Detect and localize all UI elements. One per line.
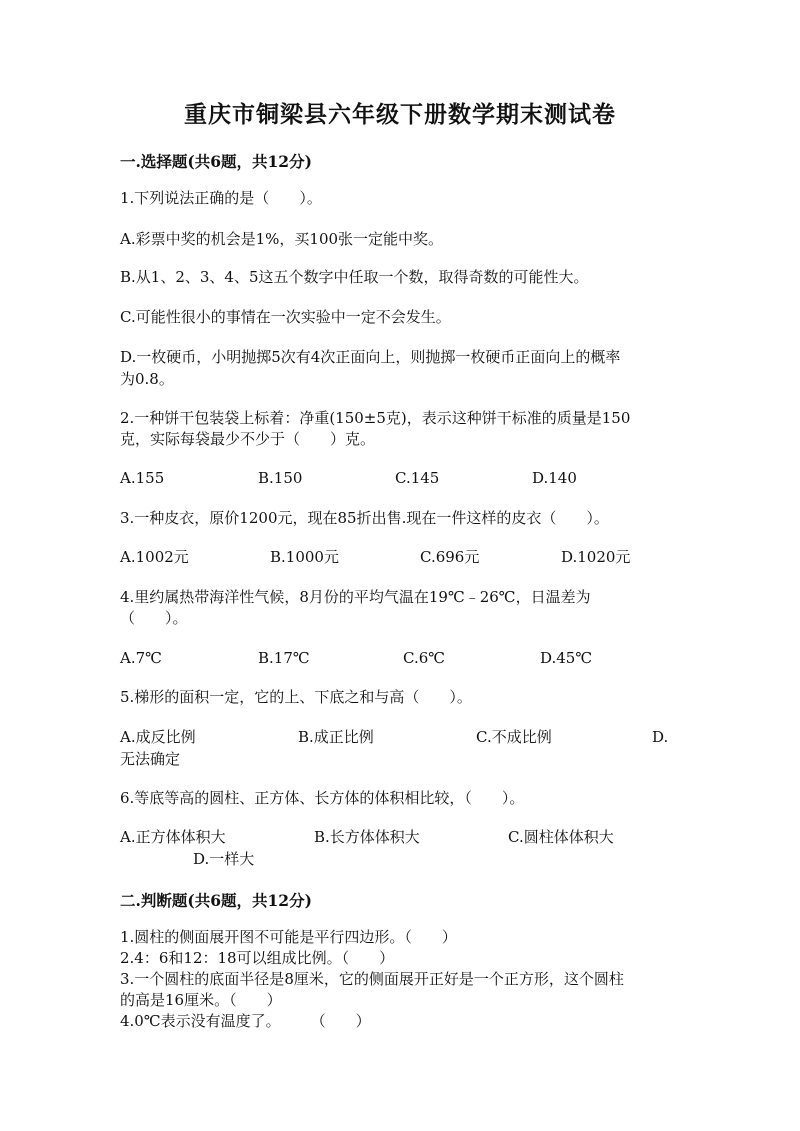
judgment-q4: 4.0℃表示没有温度了。 （ ） (120, 1012, 371, 1030)
q1-option-d-line2: 为0.8。 (120, 370, 174, 388)
judgment-q3-line2: 的高是16厘米。（ ） (120, 991, 282, 1009)
q2-option-a: A.155 (120, 469, 165, 487)
q1-option-d-line1: D.一枚硬币，小明抛掷5次有4次正面向上，则抛掷一枚硬币正面向上的概率 (120, 348, 621, 366)
section-heading-choice: 一.选择题(共6题，共12分) (120, 152, 312, 171)
q4-option-c: C.6℃ (403, 649, 446, 667)
q5-option-d-label: D. (652, 728, 669, 746)
q4-option-a: A.7℃ (120, 649, 162, 667)
q6-option-c: C.圆柱体体积大 (508, 828, 614, 846)
q1-option-b: B.从1、2、3、4、5这五个数字中任取一个数，取得奇数的可能性大。 (120, 268, 589, 286)
q5-option-c: C.不成比例 (476, 728, 552, 746)
q3-option-d: D.1020元 (561, 548, 631, 566)
q2-option-b: B.150 (258, 469, 303, 487)
q2-stem-line2: 克，实际每袋最少不少于（ ）克。 (120, 430, 376, 448)
q6-stem: 6.等底等高的圆柱、正方体、长方体的体积相比较，（ ）。 (120, 789, 525, 807)
q5-stem: 5.梯形的面积一定，它的上、下底之和与高（ ）。 (120, 688, 472, 706)
q6-option-a: A.正方体体积大 (120, 828, 226, 846)
q4-option-b: B.17℃ (258, 649, 310, 667)
q3-option-a: A.1002元 (120, 548, 189, 566)
q6-option-d: D.一样大 (193, 850, 255, 868)
q2-stem-line1: 2.一种饼干包装袋上标着：净重(150±5克)，表示这种饼干标准的质量是150 (120, 409, 631, 427)
judgment-q1: 1.圆柱的侧面展开图不可能是平行四边形。（ ） (120, 928, 457, 946)
q4-option-d: D.45℃ (540, 649, 593, 667)
q1-option-a: A.彩票中奖的机会是1%，买100张一定能中奖。 (120, 230, 444, 248)
q1-option-c: C.可能性很小的事情在一次实验中一定不会发生。 (120, 308, 451, 326)
q2-option-c: C.145 (395, 469, 440, 487)
section-heading-judgment: 二.判断题(共6题，共12分) (120, 891, 312, 910)
judgment-q2: 2.4：6和12：18可以组成比例。（ ） (120, 949, 395, 967)
q5-option-b: B.成正比例 (298, 728, 374, 746)
q2-option-d: D.140 (532, 469, 577, 487)
q5-option-d-text: 无法确定 (120, 750, 181, 768)
q5-option-a: A.成反比例 (120, 728, 196, 746)
judgment-q3-line1: 3.一个圆柱的底面半径是8厘米，它的侧面展开正好是一个正方形，这个圆柱 (120, 970, 624, 988)
q3-stem: 3.一种皮衣，原价1200元，现在85折出售.现在一件这样的皮衣（ ）。 (120, 509, 609, 527)
page-title: 重庆市铜梁县六年级下册数学期末测试卷 (184, 101, 616, 128)
q6-option-b: B.长方体体积大 (314, 828, 420, 846)
q4-stem-line2: （ ）。 (120, 609, 188, 627)
q3-option-b: B.1000元 (270, 548, 339, 566)
q1-stem: 1.下列说法正确的是（ ）。 (120, 189, 322, 207)
q3-option-c: C.696元 (420, 548, 480, 566)
q4-stem-line1: 4.里约属热带海洋性气候，8月份的平均气温在19℃﹣26℃，日温差为 (120, 588, 591, 606)
